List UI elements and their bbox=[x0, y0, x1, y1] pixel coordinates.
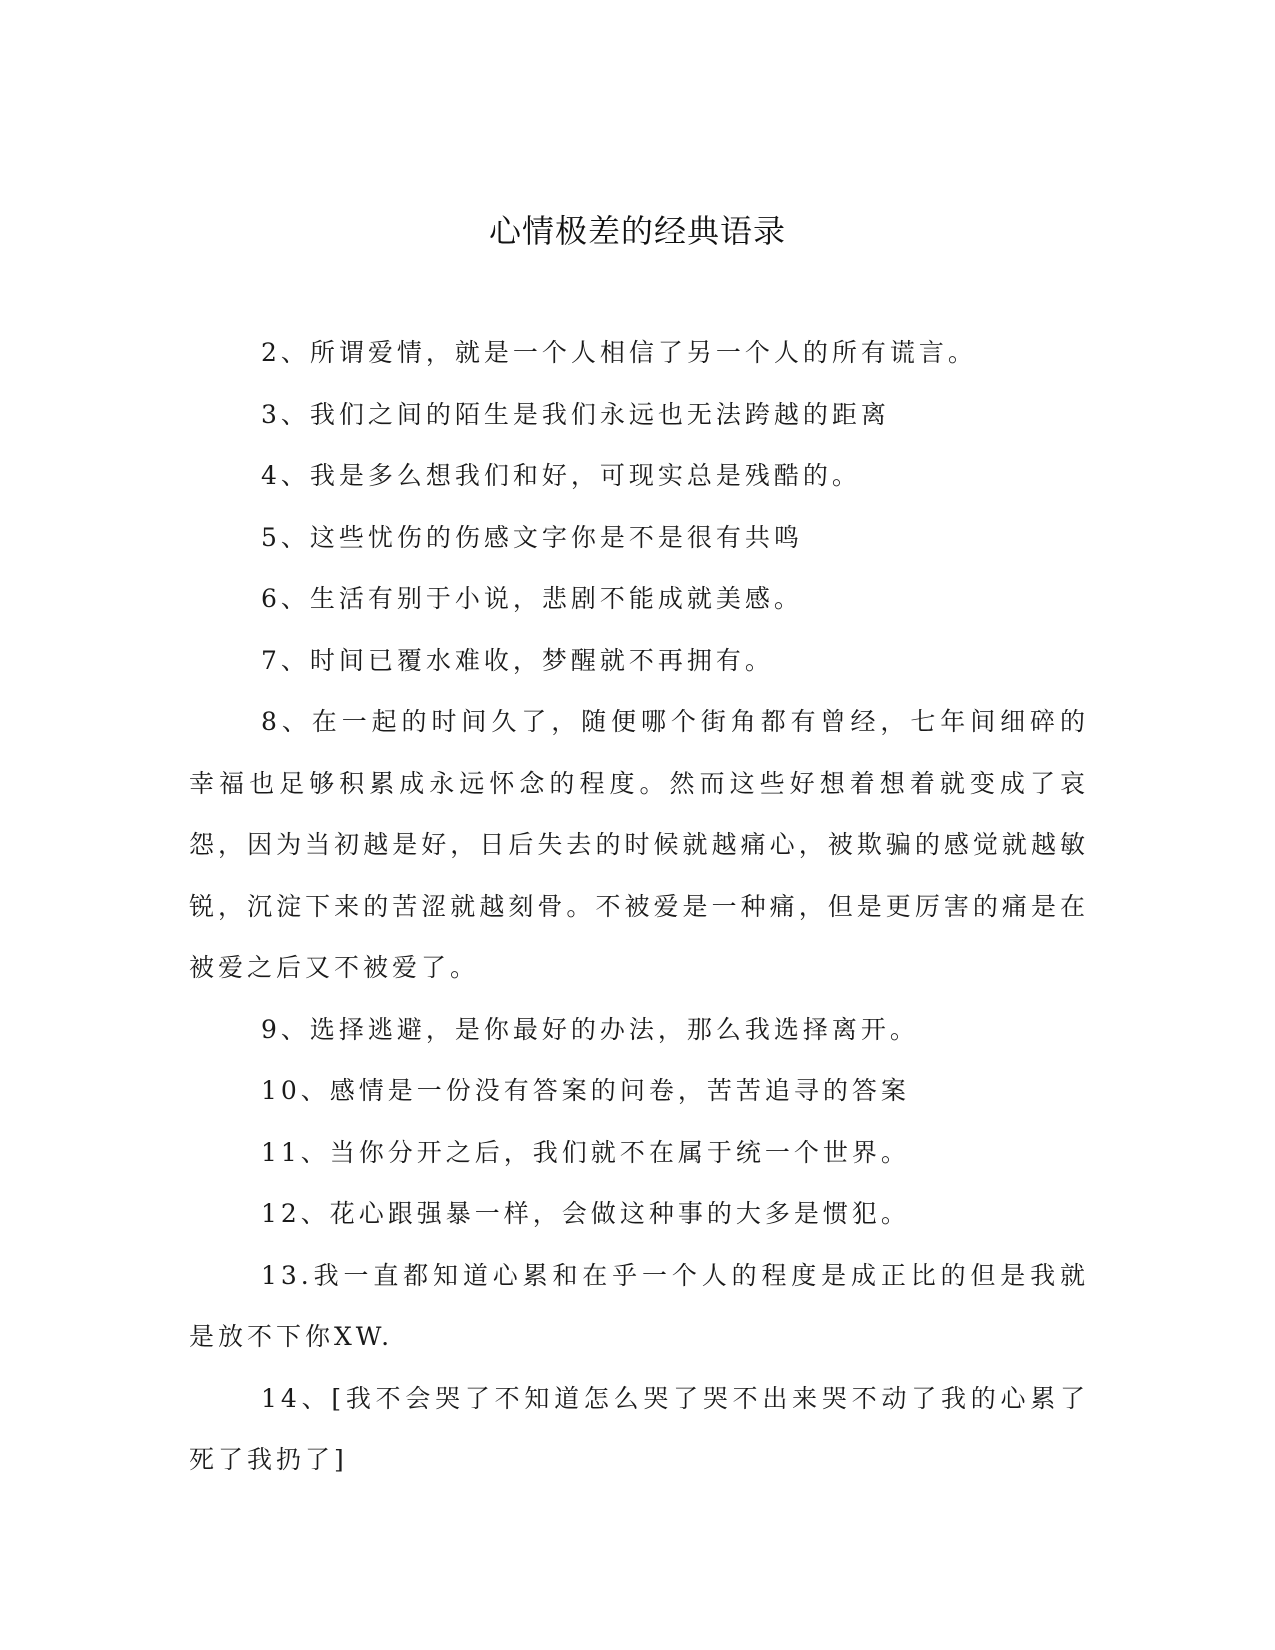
paragraph-13: 13.我一直都知道心累和在乎一个人的程度是成正比的但是我就是放不下你XW. bbox=[189, 1260, 1089, 1351]
paragraph-9: 9、选择逃避，是你最好的办法，那么我选择离开。 bbox=[261, 1014, 919, 1044]
paragraph-8: 8、在一起的时间久了，随便哪个街角都有曾经，七年间细碎的幸福也足够积累成永远怀念的程度。然而这些好想着想着就变成了哀怨，因为当初越是好，日后失去的时候就越痛心，被欺骗的感觉就越敏锐，沉淀下来的苦涩就越刻骨。不被爱是一种痛，但是更厉害的痛是在被爱之后又不被爱了。 bbox=[189, 707, 1089, 982]
document-body bbox=[189, 322, 1089, 1491]
paragraph-4: 4、我是多么想我们和好，可现实总是残酷的。 bbox=[261, 461, 861, 490]
document-title: 心情极差的经典语录 bbox=[488, 212, 786, 250]
paragraph-6: 6、生活有别于小说，悲剧不能成就美感。 bbox=[261, 584, 803, 613]
paragraph-7: 7、时间已覆水难收，梦醒就不再拥有。 bbox=[261, 645, 774, 675]
paragraph-3: 3、我们之间的陌生是我们永远也无法跨越的距离 bbox=[261, 399, 890, 429]
paragraph-2: 2、所谓爱情，就是一个人相信了另一个人的所有谎言。 bbox=[261, 338, 977, 367]
paragraph-5: 5、这些忧伤的伤感文字你是不是很有共鸣 bbox=[261, 522, 803, 552]
paragraph-10: 10、感情是一份没有答案的问卷，苦苦追寻的答案 bbox=[261, 1076, 910, 1105]
paragraph-14: 14、[我不会哭了不知道怎么哭了哭不出来哭不动了我的心累了死了我扔了] bbox=[189, 1383, 1089, 1474]
paragraph-11: 11、当你分开之后，我们就不在属于统一个世界。 bbox=[261, 1137, 910, 1167]
paragraph-12: 12、花心跟强暴一样，会做这种事的大多是惯犯。 bbox=[261, 1199, 910, 1228]
